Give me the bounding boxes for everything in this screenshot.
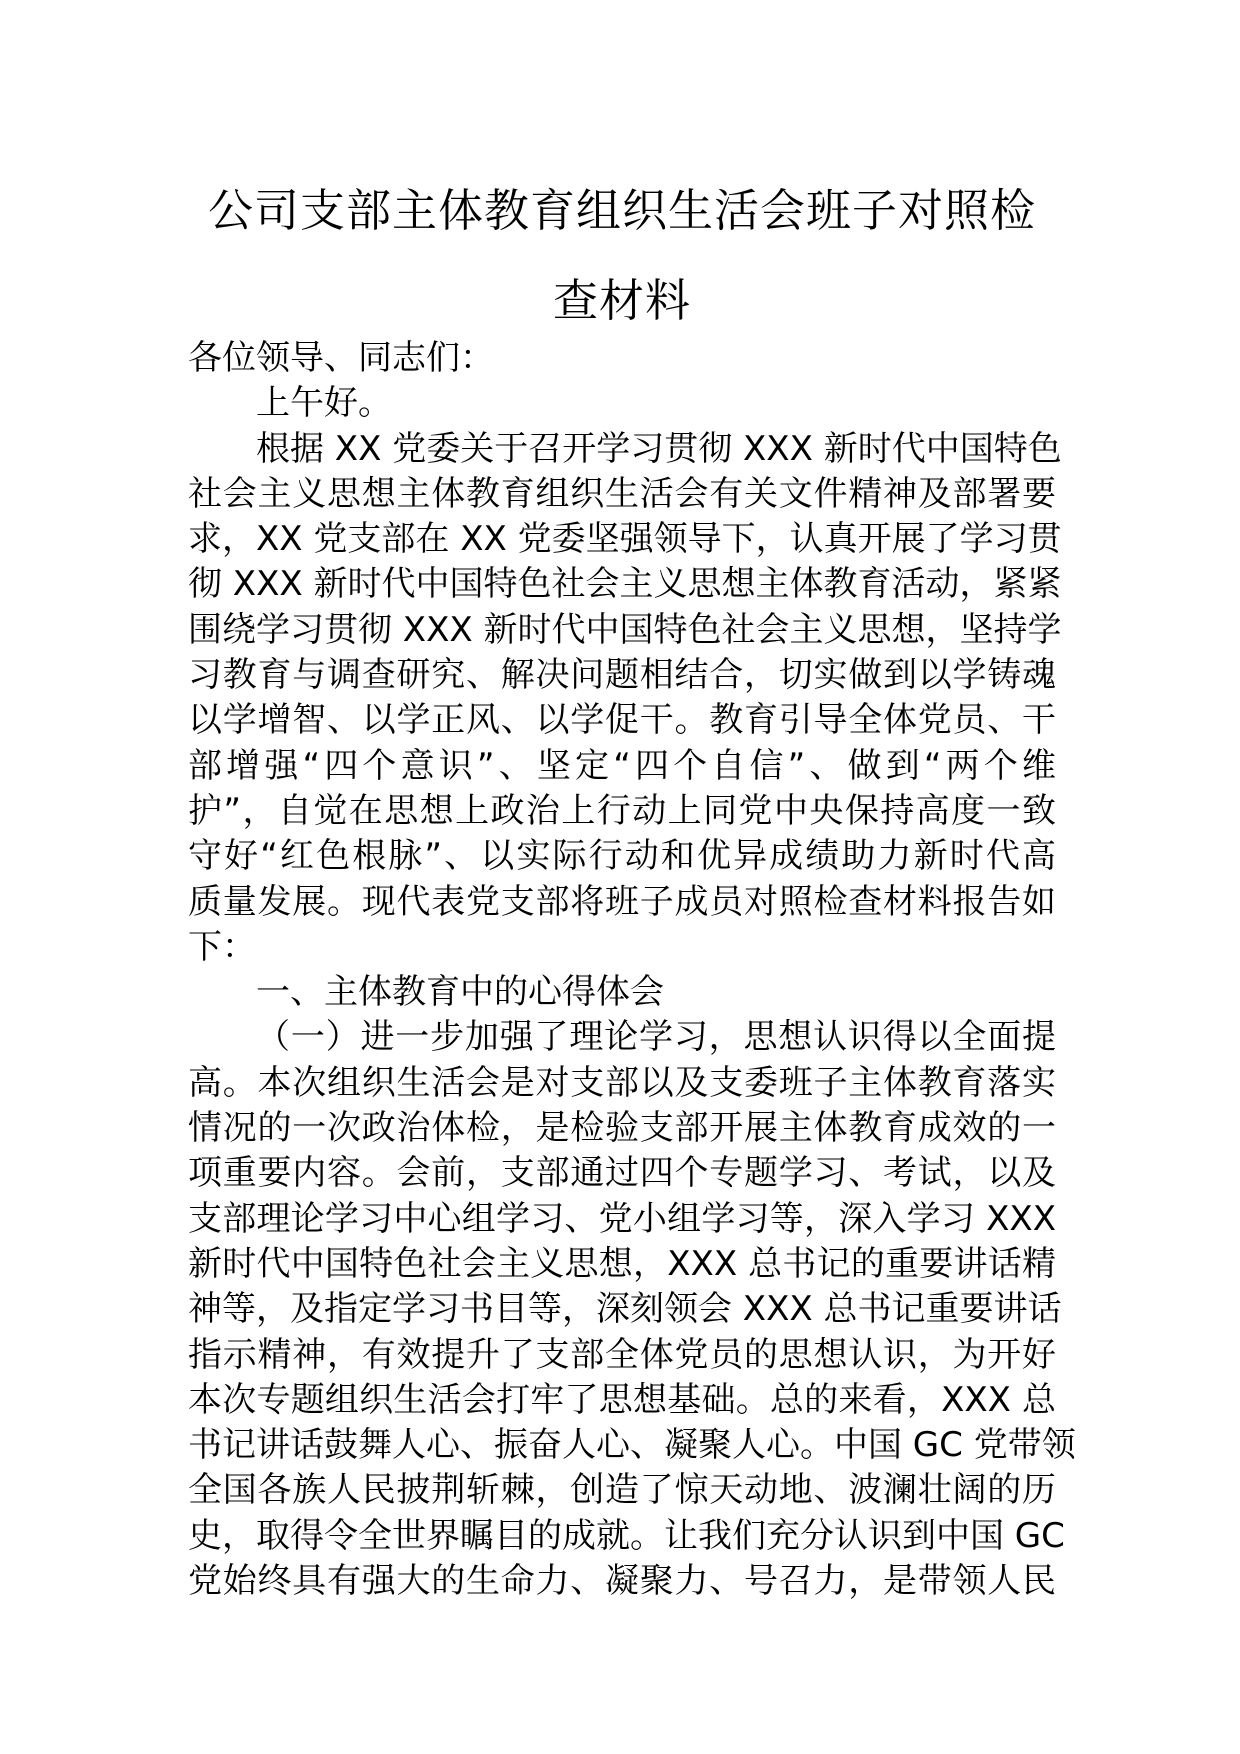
paragraph2-line: 史，取得令全世界瞩目的成就。让我们充分认识到中国 GC xyxy=(188,1515,1065,1556)
paragraph1-line: 下： xyxy=(188,926,256,967)
paragraph1-line: 求，XX 党支部在 XX 党委坚强领导下，认真开展了学习贯 xyxy=(188,519,1062,560)
paragraph2-line: 神等，及指定学习书目等，深刻领会 XXX 总书记重要讲话 xyxy=(188,1289,1062,1330)
section-heading: 一、主体教育中的心得体会 xyxy=(256,972,664,1013)
paragraph2-line: 本次专题组织生活会打牢了思想基础。总的来看，XXX 总 xyxy=(188,1379,1056,1420)
paragraph1-line: 围绕学习贯彻 XXX 新时代中国特色社会主义思想，坚持学 xyxy=(188,609,1062,650)
paragraph1-line: 以学增智、以学正风、以学促干。教育引导全体党员、干 xyxy=(188,700,1056,741)
paragraph1-line: 根据 XX 党委关于召开学习贯彻 XXX 新时代中国特色 xyxy=(256,428,1062,469)
paragraph2-line: （一）进一步加强了理论学习，思想认识得以全面提 xyxy=(256,1017,1056,1058)
title-line: 查材料 xyxy=(552,274,691,327)
document-body xyxy=(188,336,1076,1604)
document-title xyxy=(188,166,1056,346)
paragraph2-line: 全国各族人民披荆斩棘，创造了惊天动地、波澜壮阔的历 xyxy=(188,1470,1056,1511)
paragraph1-line: 守好“红色根脉”、以实际行动和优异成绩助力新时代高 xyxy=(188,836,1056,877)
greeting: 上午好。 xyxy=(256,383,392,424)
paragraph2-line: 情况的一次政治体检，是检验支部开展主体教育成效的一 xyxy=(188,1108,1056,1149)
paragraph2-line: 支部理论学习中心组学习、党小组学习等，深入学习 XXX xyxy=(188,1198,1056,1239)
paragraph2-line: 书记讲话鼓舞人心、振奋人心、凝聚人心。中国 GC 党带领 xyxy=(188,1425,1076,1466)
title-line: 公司支部主体教育组织生活会班子对照检 xyxy=(207,184,1036,237)
paragraph2-line: 新时代中国特色社会主义思想，XXX 总书记的重要讲话精 xyxy=(188,1243,1056,1284)
paragraph2-line: 项重要内容。会前，支部通过四个专题学习、考试，以及 xyxy=(188,1153,1056,1194)
paragraph1-line: 习教育与调查研究、解决问题相结合，切实做到以学铸魂 xyxy=(188,655,1056,696)
paragraph2-line: 指示精神，有效提升了支部全体党员的思想认识，为开好 xyxy=(188,1334,1056,1375)
paragraph1-line: 社会主义思想主体教育组织生活会有关文件精神及部署要 xyxy=(188,473,1056,514)
paragraph1-line: 护”，自觉在思想上政治上行动上同党中央保持高度一致 xyxy=(188,790,1056,831)
paragraph1-line: 质量发展。现代表党支部将班子成员对照检查材料报告如 xyxy=(188,881,1056,922)
paragraph2-line: 高。本次组织生活会是对支部以及支委班子主体教育落实 xyxy=(188,1062,1056,1103)
paragraph2-line: 党始终具有强大的生命力、凝聚力、号召力，是带领人民 xyxy=(188,1561,1056,1602)
paragraph1-line: 部增强“四个意识”、坚定“四个自信”、做到“两个维 xyxy=(188,745,1056,786)
salutation: 各位领导、同志们： xyxy=(188,338,494,378)
paragraph1-line: 彻 XXX 新时代中国特色社会主义思想主体教育活动，紧紧 xyxy=(188,564,1062,605)
